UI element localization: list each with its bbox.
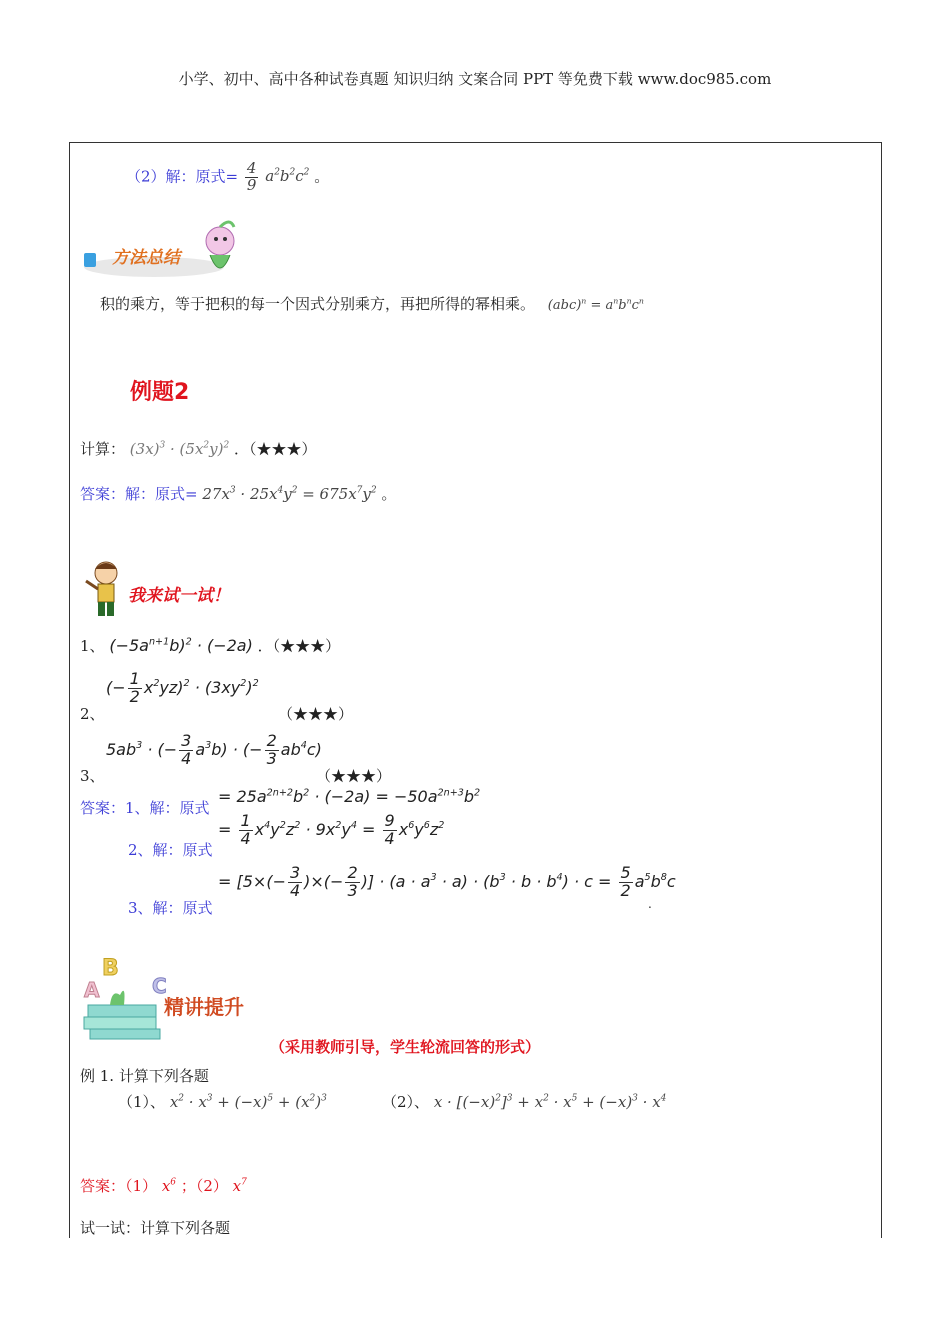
method-summary-sentence: 积的乘方，等于把积的每一个因式分别乘方，再把所得的幂相乘。 xyxy=(100,295,536,313)
page-header: 小学、初中、高中各种试卷真题 知识归纳 文案合同 PPT 等免费下载 www.doc985.com xyxy=(178,70,772,88)
lecture-q2-label: （2）、 xyxy=(382,1093,430,1111)
method-summary-text xyxy=(100,293,644,314)
svg-text:C: C xyxy=(152,974,167,998)
try-it-title: 我来试一试！ xyxy=(128,586,230,606)
try-answer-dot: . xyxy=(648,897,652,911)
method-summary-banner xyxy=(84,219,244,287)
try-answer-1-label: 1、解：原式 xyxy=(125,799,210,817)
lecture-banner xyxy=(80,953,280,1043)
try-item-3-stars: （★★★） xyxy=(316,767,392,785)
try-answer-3: 3、解：原式 xyxy=(128,899,213,917)
try-item-1-stars: ．（★★★） xyxy=(257,637,341,655)
try-answer-2-expr: = $\frac{1}{4}$ $x^4y^2z^2 \cdot 9x^2y^4$ = $\frac{9}{4}$ $x^6y^6z^2$ xyxy=(218,811,445,848)
frac-num: 4 xyxy=(246,159,257,177)
part2-fraction xyxy=(245,161,259,194)
lecture-title: 精讲提升 xyxy=(164,995,244,1019)
example2-question-label: 计算： xyxy=(80,440,126,458)
try-item-3-num: 3、 xyxy=(80,767,105,785)
try-answer-2: 2、解：原式 xyxy=(128,841,213,859)
try-item-1-expr: $(-5a^{n+1}b)^2 \cdot (-2a)$ xyxy=(109,636,253,655)
try-item-2-num: 2、 xyxy=(80,705,105,723)
lecture-q1-label: （1）、 xyxy=(118,1093,166,1111)
method-summary-title: 方法总结 xyxy=(112,248,180,268)
lecture-q1-expr: $x^2 \cdot x^3 + (-x)^5 + (x^2)^3$ xyxy=(169,1093,327,1111)
abc-books-icon xyxy=(80,953,170,1043)
student-character-icon xyxy=(84,559,128,621)
example2-answer xyxy=(80,483,396,504)
example2-stars: ．（★★★） xyxy=(234,440,317,458)
content-frame xyxy=(69,142,882,1238)
example2-title: 例题2 xyxy=(130,380,190,405)
example2-question-expr: $(3x)^3 \cdot (5x^2y)^2$ xyxy=(129,440,230,458)
lecture-answer-1: $x^6$ xyxy=(161,1177,177,1195)
part2-label: （2）解：原式= xyxy=(126,167,239,186)
lecture-example-title: 例 1. 计算下列各题 xyxy=(80,1067,209,1085)
lecture-answer-sep: ；（2） xyxy=(180,1177,228,1195)
try-it-banner xyxy=(84,559,264,619)
try-item-2-stars: （★★★） xyxy=(278,705,354,723)
method-summary-formula: $(abc)^n = a^nb^nc^n$ xyxy=(547,296,644,313)
part2-expression: $a^2b^2c^2$ xyxy=(265,167,310,186)
lecture-answer-label: 答案：（1） xyxy=(80,1177,158,1195)
svg-text:A: A xyxy=(84,978,100,1002)
example2-answer-tail: 。 xyxy=(381,485,397,503)
lecture-q2-expr: $x \cdot [(-x)^2]^3 + x^2 \cdot x^5 + (-x)^3 \cdot x^4$ xyxy=(433,1093,667,1111)
example2-question xyxy=(80,438,317,459)
try-answer-3-expr: = [5×(− $\frac{3}{4}$ )×(− $\frac{2}{3}$ )] · $(a \cdot a^3 \cdot a) \cdot (b^3 \cdot b \cdot b^4) \cdot c$ = $\frac{5}{2}$ $a^5b^8c$ xyxy=(218,863,676,900)
try-item-3-expr: $5ab^3$ · (− $\frac{3}{4}$ $a^3b$) · (− $\frac{2}{3}$ $ab^4c$) xyxy=(106,731,322,768)
example2-answer-label: 答案：解：原式= xyxy=(80,485,198,503)
part2-solution xyxy=(126,161,329,194)
lecture-q1 xyxy=(118,1091,327,1112)
try-answer-prefix: 答案： xyxy=(80,799,126,817)
svg-text:B: B xyxy=(102,956,119,981)
lecture-try-title: 试一试：计算下列各题 xyxy=(80,1219,231,1237)
try-item-2-expr: (− $\frac{1}{2}$ $x^2yz)^2 \cdot (3xy^2)^2$ xyxy=(106,669,259,706)
try-item-1 xyxy=(80,635,340,656)
lecture-q2 xyxy=(382,1091,666,1112)
example2-answer-expr: $27x^3 \cdot 25x^4y^2 = 675x^7y^2$ xyxy=(202,485,377,503)
frac-den: 9 xyxy=(246,175,257,194)
try-answer-1-expr: = $25a^{2n+2}b^2 \cdot (-2a) = -50a^{2n+3}b^2$ xyxy=(218,787,481,806)
try-answer-1 xyxy=(80,797,210,818)
lecture-answer xyxy=(80,1175,247,1196)
part2-tail: 。 xyxy=(314,167,330,186)
lecture-answer-2: $x^7$ xyxy=(232,1177,247,1195)
try-item-1-num: 1、 xyxy=(80,637,105,655)
lecture-subtitle: （采用教师引导，学生轮流回答的形式） xyxy=(270,1038,541,1056)
